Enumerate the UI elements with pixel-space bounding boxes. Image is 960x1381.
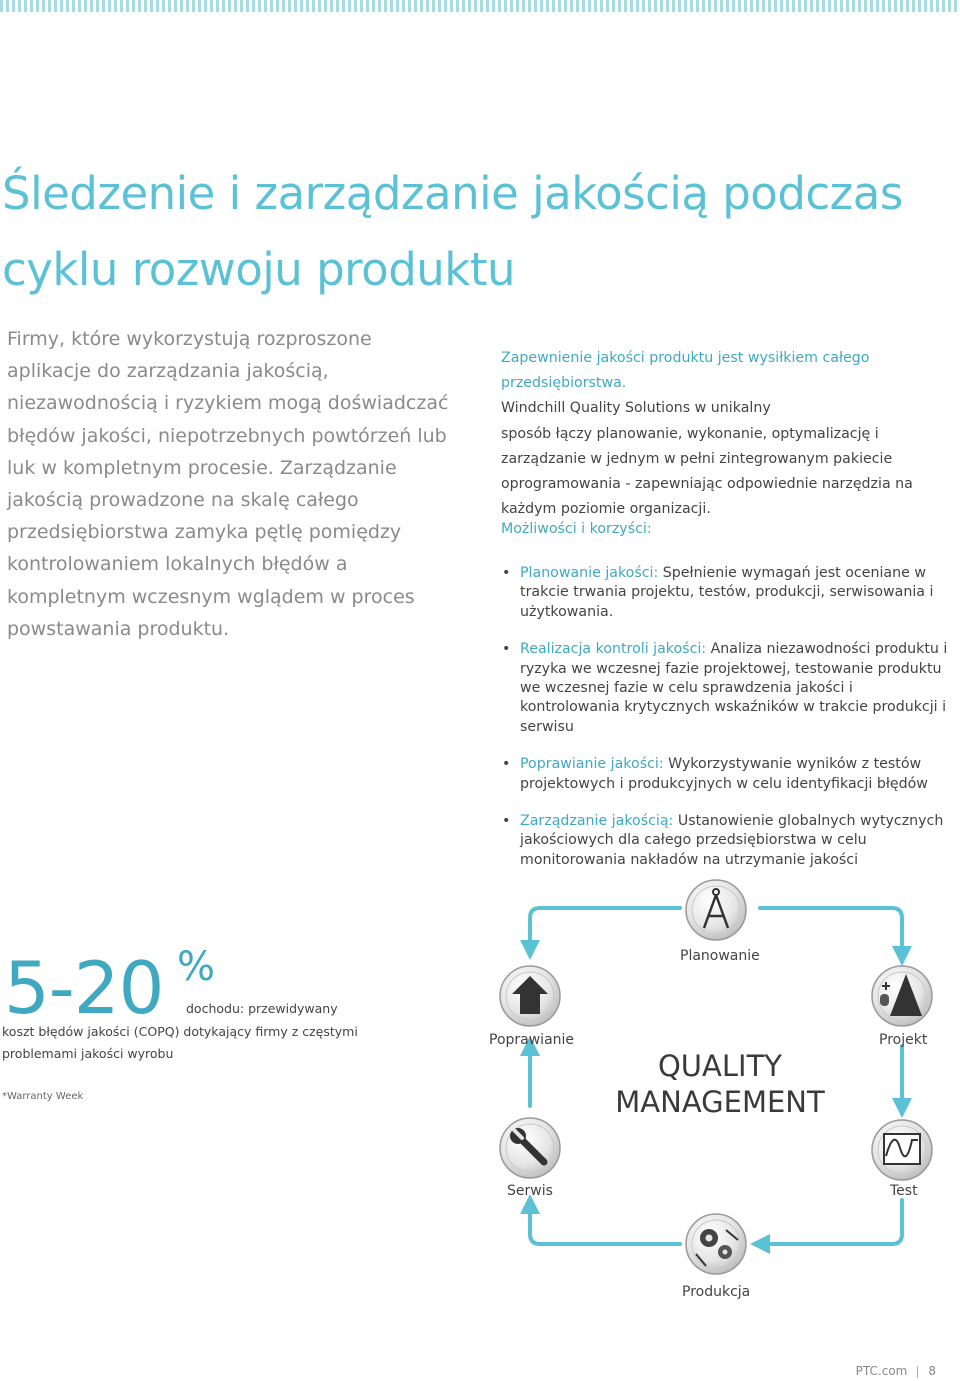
- lead-teal-fragment: przedsiębiorstwa.: [501, 375, 627, 392]
- stat-number: 5-20: [4, 946, 164, 1030]
- title-line-1: Śledzenie i zarządzanie jakością podczas: [2, 167, 903, 220]
- node-label-production: Produkcja: [682, 1284, 751, 1300]
- benefit-text: użytkowania.: [520, 603, 614, 620]
- lead-line: [501, 371, 941, 421]
- compass-icon: [686, 880, 746, 940]
- lead-line: Zapewnienie jakości produktu jest wysiłkiem całego: [501, 350, 870, 366]
- lead-line: zarządzanie w jednym w pełni zintegrowanym pakiecie: [501, 450, 893, 467]
- stat-label: dochodu: przewidywany: [186, 1001, 338, 1016]
- decorative-top-bar: [0, 0, 960, 12]
- page-title: [2, 156, 960, 308]
- benefit-text: Analiza niezawodności produktu i: [706, 641, 948, 658]
- intro-paragraph: [7, 323, 477, 645]
- intro-line: niezawodnością i ryzykiem mogą doświadczać: [7, 392, 449, 415]
- list-item: [501, 755, 951, 794]
- benefit-heading: Planowanie jakości:: [520, 565, 659, 581]
- benefit-text: monitorowania nakładów na utrzymanie jakości: [520, 851, 859, 868]
- benefit-text: serwisu: [520, 718, 574, 735]
- connector-production-service: [530, 1204, 680, 1244]
- design-tools-icon: [872, 966, 932, 1026]
- stat-percent-sign: %: [177, 944, 216, 990]
- stat-description-line: problemami jakości wyrobu: [2, 1046, 174, 1061]
- intro-line: przedsiębiorstwa zamyka pętlę pomiędzy: [7, 521, 402, 544]
- oscilloscope-icon: [872, 1120, 932, 1180]
- gears-icon: [686, 1214, 746, 1274]
- intro-line: kontrolowaniem lokalnych błędów a: [7, 553, 348, 576]
- footer-divider: [917, 1366, 918, 1378]
- node-label-test: Test: [890, 1183, 918, 1199]
- page-footer: [856, 1364, 936, 1378]
- intro-line: kompletnym wczesnym wglądem w proces: [7, 585, 415, 608]
- node-label-planning: Planowanie: [680, 948, 760, 964]
- connector-planning-design: [760, 908, 902, 956]
- connector-test-production: [760, 1200, 902, 1244]
- qm-line: MANAGEMENT: [615, 1085, 825, 1119]
- title-line-2: cyklu rozwoju produktu: [2, 243, 516, 296]
- benefit-text: trakcie trwania projektu, testów, produkcji, serwisowania i: [520, 584, 934, 601]
- page-number: 8: [928, 1364, 936, 1378]
- list-item: [501, 640, 951, 737]
- capabilities-heading: Możliwości i korzyści:: [501, 521, 652, 537]
- source-note: *Warranty Week: [2, 1091, 84, 1102]
- benefit-heading: Zarządzanie jakością:: [520, 813, 674, 830]
- lead-line: każdym poziomie organizacji.: [501, 501, 711, 518]
- list-item: [501, 812, 951, 870]
- connector-planning-improve: [530, 908, 680, 950]
- benefit-text: Spełnienie wymagań jest oceniane w: [658, 565, 926, 581]
- intro-line: luk w kompletnym procesie. Zarządzanie: [7, 456, 397, 479]
- qm-line: QUALITY: [657, 1049, 783, 1083]
- benefit-text: we wczesnej fazie w celu sprawdzenia jakości i: [520, 680, 853, 697]
- stat-description-line: koszt błędów jakości (COPQ) dotykający firmy z częstymi: [2, 1024, 358, 1039]
- benefit-text: ryzyka we wczesnej fazie projektowej, testowanie produktu: [520, 660, 942, 677]
- lead-line: oprogramowania - zapewniając odpowiednie narzędzia na: [501, 476, 913, 493]
- up-arrow-house-icon: [500, 966, 560, 1026]
- intro-line: jakością prowadzone na skalę całego: [7, 489, 359, 512]
- quality-management-title: [590, 1048, 850, 1120]
- intro-line: Firmy, które wykorzystują rozproszone: [7, 328, 372, 350]
- stat-description: [2, 1021, 358, 1065]
- node-label-design: Projekt: [879, 1032, 928, 1048]
- node-label-service: Serwis: [507, 1183, 553, 1199]
- benefit-text: projektowych i produkcyjnych w celu identyfikacji błędów: [520, 775, 928, 792]
- benefit-heading: Poprawianie jakości:: [520, 756, 664, 773]
- benefit-text: kontrolowania krytycznych wskaźników w trakcie produkcji i: [520, 699, 947, 716]
- benefits-list: [501, 564, 951, 888]
- benefit-text: Ustanowienie globalnych wytycznych: [673, 813, 944, 830]
- footer-site-link[interactable]: PTC.com: [855, 1364, 908, 1378]
- intro-line: powstawania produktu.: [7, 617, 230, 640]
- intro-line: aplikacje do zarządzania jakością,: [7, 360, 329, 383]
- lead-paragraph: [501, 346, 941, 522]
- list-item: [501, 564, 951, 622]
- benefit-text: jakościowych dla całego przedsiębiorstwa w celu: [520, 832, 867, 849]
- intro-line: błędów jakości, niepotrzebnych powtórzeń lub: [7, 424, 447, 447]
- node-label-improve: Poprawianie: [489, 1032, 575, 1048]
- lead-line: sposób łączy planowanie, wykonanie, optymalizację i: [501, 425, 879, 442]
- wrench-icon: [500, 1118, 560, 1178]
- lead-fragment: Windchill Quality Solutions w unikalny: [501, 400, 771, 417]
- quality-cycle-diagram: [470, 878, 950, 1318]
- benefit-heading: Realizacja kontroli jakości:: [520, 641, 707, 658]
- benefit-text: Wykorzystywanie wyników z testów: [663, 756, 922, 773]
